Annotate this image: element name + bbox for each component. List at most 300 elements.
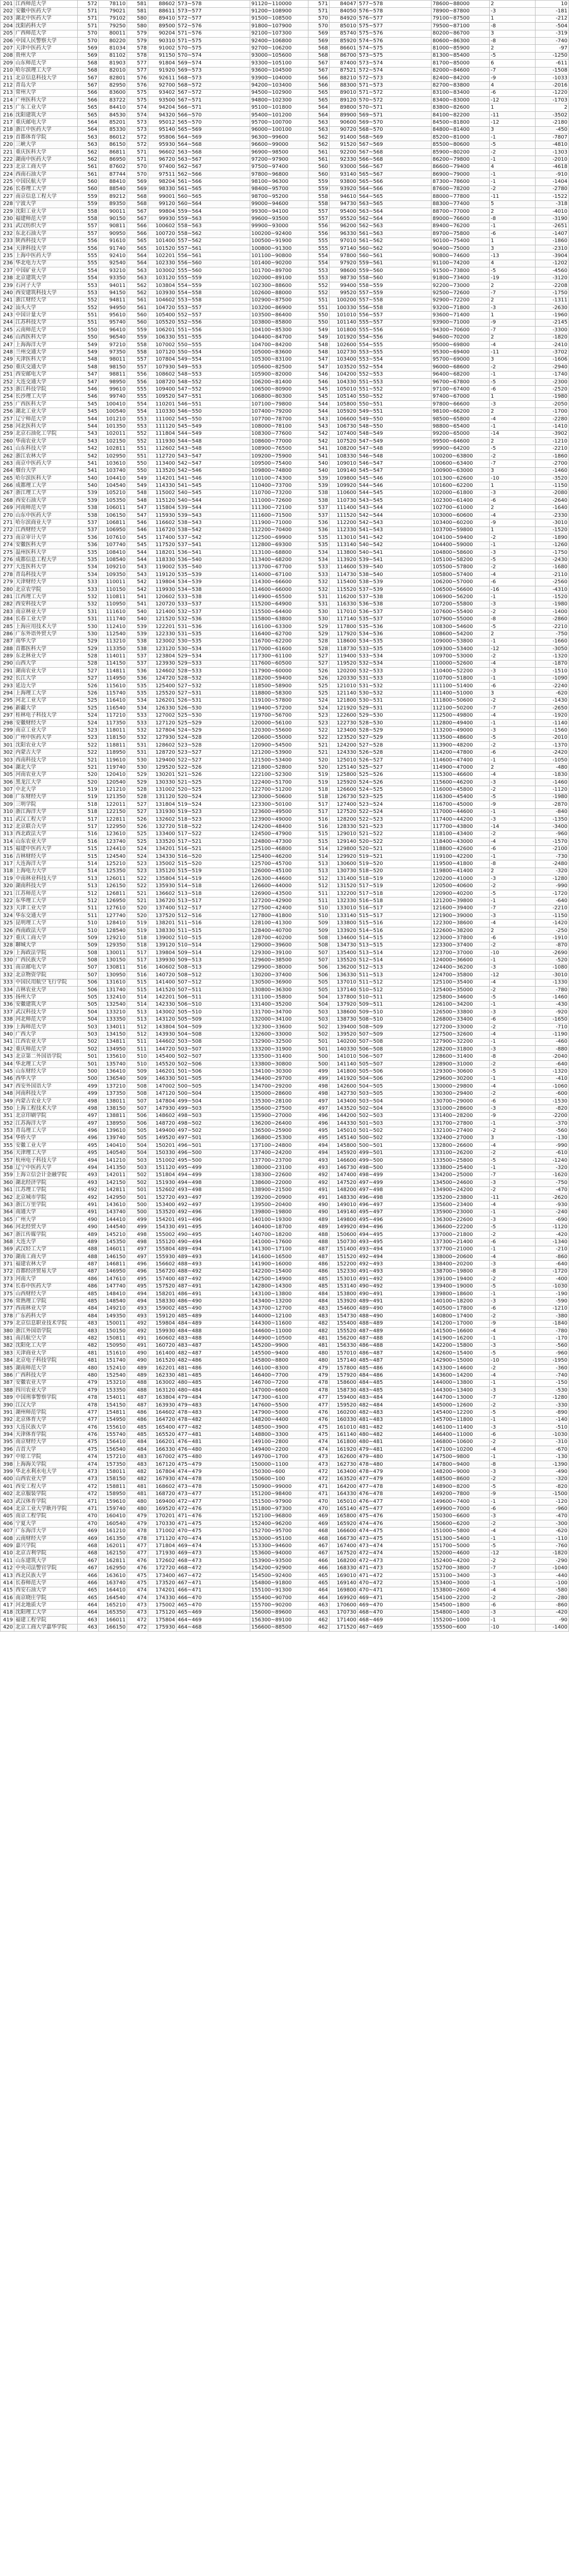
min-rank-2019: 145140 — [330, 1134, 358, 1142]
score-range-2019: 469~471 — [358, 1594, 432, 1601]
min-score-2021: 469 — [78, 1528, 99, 1535]
min-score-2019: 468 — [308, 1535, 330, 1542]
min-score-2020: 513 — [127, 1009, 148, 1016]
table-row — [1, 1490, 569, 1498]
min-score-2021: 560 — [78, 178, 99, 185]
rank-range: 129600~38500 — [250, 957, 308, 964]
row-index: 239 — [1, 282, 14, 289]
table-row — [1, 912, 569, 920]
min-rank-2020: 115804 — [148, 504, 177, 512]
min-score-2020: 563 — [127, 275, 148, 282]
school-name: 武汉科技大学 — [14, 1009, 78, 1016]
min-rank-2020: 106201 — [148, 327, 177, 334]
min-score-2019: 518 — [308, 786, 330, 793]
table-row — [1, 1083, 569, 1090]
rank-range-2019: 98500~65800 — [432, 415, 490, 422]
score-range: 493~498 — [177, 1187, 250, 1194]
score-range-2019: 572~573 — [358, 74, 432, 81]
score-range: 499~504 — [177, 1097, 250, 1105]
min-rank-2019: 147400 — [330, 1172, 358, 1179]
min-rank-2019: 137800 — [330, 994, 358, 1001]
table-row — [1, 290, 569, 297]
score-diff: 6 — [490, 60, 536, 67]
rank-range-2019: 104100~59400 — [432, 534, 490, 541]
score-range: 466~471 — [177, 1587, 250, 1594]
rank-diff: -320 — [536, 868, 569, 875]
min-rank-2020: 147120 — [148, 1090, 177, 1097]
min-score-2020: 545 — [127, 534, 148, 541]
min-rank-2021: 156410 — [99, 1438, 127, 1446]
row-index: 389 — [1, 1394, 14, 1401]
min-score-2020: 496 — [127, 1268, 148, 1275]
rank-range: 118500~58900 — [250, 682, 308, 689]
score-range-2019: 550~552 — [358, 393, 432, 400]
score-range-2019: 555~557 — [358, 319, 432, 326]
min-rank-2021: 149210 — [99, 1305, 127, 1312]
table-row — [1, 297, 569, 304]
min-rank-2021: 139610 — [99, 1127, 127, 1134]
rank-range-2019: 151700~5000 — [432, 1543, 490, 1550]
table-row — [1, 594, 569, 601]
row-index: 224 — [1, 171, 14, 178]
rank-range: 105300~83100 — [250, 356, 308, 363]
min-score-2019: 477 — [308, 1394, 330, 1401]
min-rank-2021: 102011 — [99, 430, 127, 437]
min-rank-2019: 157800 — [330, 1364, 358, 1371]
school-name: 武汉工程大学 — [14, 816, 78, 823]
min-score-2020: 527 — [127, 808, 148, 816]
min-rank-2021: 162950 — [99, 1565, 127, 1572]
min-rank-2019: 121140 — [330, 690, 358, 697]
min-score-2019: 483 — [308, 1305, 330, 1312]
rank-range-2019: 146400~11000 — [432, 1431, 490, 1438]
rank-range: 106800~80300 — [250, 393, 308, 400]
min-score-2020: 485 — [127, 1424, 148, 1431]
rank-range: 154800~91800 — [250, 1580, 308, 1587]
min-score-2021: 549 — [78, 341, 99, 348]
score-diff: -1 — [490, 638, 536, 645]
school-name: 常熟理工学院 — [14, 1298, 78, 1305]
score-range: 570~574 — [177, 52, 250, 59]
rank-range: 119100~57800 — [250, 697, 308, 704]
score-range: 545~550 — [177, 415, 250, 422]
min-rank-2020: 122330 — [148, 631, 177, 638]
rank-range-2019: 98100~66200 — [432, 408, 490, 415]
min-rank-2020: 160602 — [148, 1335, 177, 1342]
rank-range-2019: 113500~48600 — [432, 734, 490, 741]
rank-range: 123000~50600 — [250, 793, 308, 801]
min-rank-2020: 109520 — [148, 393, 177, 400]
min-rank-2020: 130201 — [148, 771, 177, 778]
table-row — [1, 1409, 569, 1416]
min-score-2019: 475 — [308, 1424, 330, 1431]
score-range: 488~492 — [177, 1268, 250, 1275]
school-name: 上海海洋大学 — [14, 341, 78, 348]
min-rank-2021: 135740 — [99, 1060, 127, 1067]
min-score-2019: 566 — [308, 74, 330, 81]
rank-diff: -990 — [536, 1142, 569, 1149]
school-name: 西安石油大学 — [14, 497, 78, 504]
min-rank-2019: 98730 — [330, 275, 358, 282]
min-rank-2021: 88410 — [99, 178, 127, 185]
rank-diff: -1980 — [536, 601, 569, 608]
min-rank-2021: 107740 — [99, 541, 127, 549]
min-rank-2020: 95806 — [148, 134, 177, 141]
rank-diff: -1920 — [536, 712, 569, 719]
min-score-2019: 569 — [308, 37, 330, 44]
min-score-2020: 538 — [127, 638, 148, 645]
score-range-2019: 477~478 — [358, 1483, 432, 1490]
min-score-2019: 549 — [308, 334, 330, 341]
min-score-2019: 484 — [308, 1298, 330, 1305]
school-name: 辽宁中医药大学 — [14, 1164, 78, 1172]
rank-range-2019: 154800~1400 — [432, 1609, 490, 1616]
min-score-2020: 526 — [127, 816, 148, 823]
row-index: 214 — [1, 97, 14, 104]
score-range-2019: 505~507 — [358, 1060, 432, 1067]
rank-diff: -670 — [536, 1446, 569, 1453]
min-score-2020: 473 — [127, 1602, 148, 1609]
min-score-2019: 466 — [308, 1565, 330, 1572]
score-range: 500~504 — [177, 1090, 250, 1097]
rank-range-2019: 135200~23800 — [432, 1194, 490, 1201]
score-diff: -2 — [490, 185, 536, 193]
score-diff: -6 — [490, 845, 536, 853]
rank-range: 98700~95200 — [250, 193, 308, 200]
min-score-2021: 568 — [78, 60, 99, 67]
score-range-2019: 574~576 — [358, 37, 432, 44]
rank-range-2019: 83400~83000 — [432, 97, 490, 104]
school-name: 上海中医药大学 — [14, 252, 78, 260]
score-range-2019: 507~508 — [358, 1038, 432, 1045]
score-range: 565~570 — [177, 119, 250, 126]
min-score-2020: 487 — [127, 1401, 148, 1409]
score-diff: 5 — [490, 200, 536, 208]
row-index: 392 — [1, 1416, 14, 1423]
rank-range: 132900~32500 — [250, 1038, 308, 1045]
min-rank-2020: 114201 — [148, 475, 177, 482]
min-rank-2019: 152330 — [330, 1268, 358, 1275]
score-range: 551~555 — [177, 334, 250, 341]
table-row — [1, 1387, 569, 1394]
rank-range-2019: 138000~20600 — [432, 1253, 490, 1261]
min-rank-2020: 159120 — [148, 1313, 177, 1320]
table-row — [1, 719, 569, 726]
min-rank-2021: 159610 — [99, 1498, 127, 1505]
min-score-2020: 490 — [127, 1350, 148, 1357]
rank-diff: -110 — [536, 1535, 569, 1542]
min-score-2020: 524 — [127, 845, 148, 853]
rank-range-2019: 140500~17800 — [432, 1305, 490, 1312]
min-score-2021: 521 — [78, 764, 99, 771]
score-diff: -1 — [490, 1209, 536, 1216]
min-score-2019: 509 — [308, 927, 330, 934]
score-range: 538~543 — [177, 519, 250, 527]
score-range: 564~569 — [177, 134, 250, 141]
rank-range-2019: 113200~49000 — [432, 727, 490, 734]
min-score-2021: 544 — [78, 423, 99, 430]
rank-range-2019: 108600~54200 — [432, 631, 490, 638]
min-rank-2020: 89410 — [148, 15, 177, 22]
score-range: 525~530 — [177, 712, 250, 719]
score-range-2019: 554~556 — [358, 334, 432, 341]
table-row — [1, 927, 569, 934]
min-rank-2021: 130950 — [99, 972, 127, 979]
rank-diff: -1620 — [536, 1172, 569, 1179]
min-score-2020: 558 — [127, 341, 148, 348]
min-score-2019: 564 — [308, 104, 330, 111]
school-name: 天津体育学院 — [14, 1431, 78, 1438]
rank-range-2019: 79500~87100 — [432, 23, 490, 30]
min-score-2019: 534 — [308, 549, 330, 556]
min-score-2019: 522 — [308, 727, 330, 734]
school-name: 北京第二外国语学院 — [14, 1053, 78, 1060]
score-diff: 4 — [490, 163, 536, 171]
score-range: 512~517 — [177, 905, 250, 912]
min-score-2019: 544 — [308, 408, 330, 415]
min-score-2020: 526 — [127, 823, 148, 831]
min-score-2021: 540 — [78, 482, 99, 489]
rank-range: 97200~97900 — [250, 156, 308, 163]
score-diff: -6 — [490, 497, 536, 504]
score-range: 528~532 — [177, 675, 250, 682]
rank-range-2019: 88300~77400 — [432, 200, 490, 208]
min-rank-2019: 138600 — [330, 1009, 358, 1016]
min-score-2019: 528 — [308, 645, 330, 652]
rank-diff: -960 — [536, 1350, 569, 1357]
min-rank-2021: 115610 — [99, 682, 127, 689]
min-rank-2021: 142150 — [99, 1179, 127, 1187]
score-range: 539~544 — [177, 504, 250, 512]
table-row — [1, 1313, 569, 1320]
rank-diff: -1210 — [536, 1305, 569, 1312]
score-range: 496~501 — [177, 1142, 250, 1149]
min-score-2019: 464 — [308, 1587, 330, 1594]
score-range: 465~470 — [177, 1602, 250, 1609]
rank-range-2019: 144700~13000 — [432, 1394, 490, 1401]
rank-range-2019: 145700~11800 — [432, 1416, 490, 1423]
score-diff: -3 — [490, 875, 536, 883]
score-range: 482~487 — [177, 1350, 250, 1357]
rank-diff: -1390 — [536, 1461, 569, 1468]
min-score-2019: 535 — [308, 534, 330, 541]
min-score-2021: 474 — [78, 1461, 99, 1468]
school-name: 吉首大学 — [14, 1446, 78, 1453]
min-rank-2019: 132200 — [330, 890, 358, 897]
rank-range: 150900~99000 — [250, 1483, 308, 1490]
min-score-2019: 499 — [308, 1068, 330, 1075]
school-name: 沈阳理工大学 — [14, 1609, 78, 1616]
row-index: 331 — [1, 964, 14, 971]
min-score-2021: 503 — [78, 1031, 99, 1038]
table-row — [1, 415, 569, 422]
score-diff: -4 — [490, 771, 536, 778]
table-row — [1, 1520, 569, 1528]
score-range-2019: 525~527 — [358, 764, 432, 771]
score-diff: -2 — [490, 608, 536, 616]
school-name: 兰州交通大学 — [14, 349, 78, 356]
min-score-2019: 562 — [308, 134, 330, 141]
min-score-2021: 500 — [78, 1068, 99, 1075]
score-range: 474~479 — [177, 1468, 250, 1476]
table-row — [1, 148, 569, 156]
score-range: 568~572 — [177, 82, 250, 89]
min-rank-2020: 159002 — [148, 1305, 177, 1312]
min-score-2021: 552 — [78, 304, 99, 312]
table-row — [1, 616, 569, 623]
rank-range: 153000~95100 — [250, 1535, 308, 1542]
rank-range-2019: 132400~27000 — [432, 1134, 490, 1142]
min-rank-2019: 163520 — [330, 1476, 358, 1483]
score-diff: -5 — [490, 623, 536, 630]
rank-diff: 10 — [536, 1, 569, 8]
min-rank-2019: 149140 — [330, 1209, 358, 1216]
min-rank-2020: 124720 — [148, 675, 177, 682]
min-rank-2019: 156200 — [330, 1335, 358, 1342]
table-row — [1, 215, 569, 223]
table-row — [1, 23, 569, 30]
school-name: 北京服装学院 — [14, 1490, 78, 1498]
min-score-2019: 473 — [308, 1453, 330, 1461]
rank-diff: -150 — [536, 1379, 569, 1386]
score-diff: -9 — [490, 519, 536, 527]
table-row — [1, 341, 569, 348]
min-rank-2020: 132602 — [148, 816, 177, 823]
min-rank-2021: 132540 — [99, 1001, 127, 1008]
row-index: 420 — [1, 1624, 14, 1631]
min-rank-2020: 143002 — [148, 1009, 177, 1016]
min-score-2019: 498 — [308, 1090, 330, 1097]
row-index: 342 — [1, 1046, 14, 1053]
rank-range-2019: 88700~77000 — [432, 208, 490, 215]
min-rank-2019: 117140 — [330, 616, 358, 623]
min-rank-2020: 149520 — [148, 1134, 177, 1142]
min-score-2019: 570 — [308, 15, 330, 22]
rank-range-2019: 153800~2600 — [432, 1587, 490, 1594]
school-name: 河北地质大学 — [14, 1602, 78, 1609]
min-score-2021: 542 — [78, 452, 99, 460]
row-index: 352 — [1, 1120, 14, 1127]
min-score-2021: 553 — [78, 282, 99, 289]
score-range-2019: 479~480 — [358, 1453, 432, 1461]
min-rank-2020: 126330 — [148, 705, 177, 712]
school-name: 昆明理工大学 — [14, 920, 78, 927]
row-index: 371 — [1, 1261, 14, 1268]
min-score-2021: 529 — [78, 645, 99, 652]
min-score-2019: 546 — [308, 371, 330, 378]
min-score-2019: 527 — [308, 660, 330, 667]
row-index: 393 — [1, 1424, 14, 1431]
min-score-2019: 490 — [308, 1209, 330, 1216]
min-score-2020: 504 — [127, 1142, 148, 1149]
table-row — [1, 734, 569, 741]
score-range: 475~479 — [177, 1461, 250, 1468]
min-score-2021: 571 — [78, 15, 99, 22]
min-score-2021: 498 — [78, 1097, 99, 1105]
table-row — [1, 1394, 569, 1401]
table-row — [1, 764, 569, 771]
school-name: 天津财经大学 — [14, 579, 78, 586]
min-rank-2019: 125920 — [330, 779, 358, 786]
score-diff: -9 — [490, 74, 536, 81]
table-row — [1, 1172, 569, 1179]
rank-range: 91800~107900 — [250, 23, 308, 30]
min-rank-2021: 114811 — [99, 668, 127, 675]
row-index: 330 — [1, 957, 14, 964]
min-rank-2019: 157140 — [330, 1357, 358, 1364]
table-row — [1, 430, 569, 437]
min-score-2019: 506 — [308, 964, 330, 971]
score-range-2019: 497~499 — [358, 1179, 432, 1187]
min-score-2019: 563 — [308, 119, 330, 126]
score-diff: -4 — [490, 1372, 536, 1379]
table-row — [1, 601, 569, 608]
min-score-2020: 516 — [127, 972, 148, 979]
score-range-2019: 568~569 — [358, 134, 432, 141]
score-range-2019: 504~506 — [358, 1075, 432, 1082]
score-range: 567~572 — [177, 89, 250, 96]
row-index: 355 — [1, 1142, 14, 1149]
min-rank-2019: 170730 — [330, 1609, 358, 1616]
table-row — [1, 1001, 569, 1008]
score-range-2019: 474~475 — [358, 1528, 432, 1535]
min-score-2021: 558 — [78, 208, 99, 215]
rank-range-2019: 79100~87500 — [432, 15, 490, 22]
min-rank-2020: 161400 — [148, 1350, 177, 1357]
row-index: 254 — [1, 393, 14, 400]
rank-diff: -3502 — [536, 111, 569, 118]
school-name: 湖南工商大学 — [14, 1253, 78, 1261]
score-range-2019: 509~511 — [358, 1001, 432, 1008]
rank-range: 108600~77000 — [250, 438, 308, 445]
min-rank-2019: 167400 — [330, 1543, 358, 1550]
min-rank-2019: 171400 — [330, 1617, 358, 1624]
row-index: 408 — [1, 1535, 14, 1542]
rank-range-2019: 96700~67800 — [432, 378, 490, 385]
rank-range-2019: 91800~73400 — [432, 275, 490, 282]
school-name: 江苏师范大学 — [14, 890, 78, 897]
min-score-2019: 486 — [308, 1268, 330, 1275]
table-row — [1, 1276, 569, 1283]
min-score-2019: 511 — [308, 897, 330, 905]
min-score-2019: 482 — [308, 1320, 330, 1327]
score-diff: -3 — [490, 1468, 536, 1476]
min-score-2019: 511 — [308, 890, 330, 897]
min-rank-2020: 129400 — [148, 756, 177, 764]
rank-diff: -212 — [536, 15, 569, 22]
min-rank-2021: 134950 — [99, 1046, 127, 1053]
rank-range: 124800~47300 — [250, 838, 308, 845]
rank-range: 138300~22600 — [250, 1172, 308, 1179]
min-rank-2021: 104410 — [99, 475, 127, 482]
rank-range-2019: 82000~84600 — [432, 67, 490, 74]
rank-range: 116400~62700 — [250, 631, 308, 638]
min-score-2021: 521 — [78, 756, 99, 764]
row-index: 256 — [1, 408, 14, 415]
rank-diff: -2630 — [536, 304, 569, 312]
school-name: 北京吉利学院 — [14, 1550, 78, 1557]
min-rank-2019: 88300 — [330, 82, 358, 89]
score-range-2019: 510~512 — [358, 986, 432, 993]
rank-diff: -620 — [536, 690, 569, 697]
min-score-2019: 550 — [308, 319, 330, 326]
min-score-2020: 489 — [127, 1364, 148, 1371]
min-score-2021: 562 — [78, 148, 99, 156]
min-rank-2019: 115400 — [330, 579, 358, 586]
rank-range-2019: 117700~43800 — [432, 823, 490, 831]
score-range-2019: 498~500 — [358, 1164, 432, 1172]
min-rank-2021: 141350 — [99, 1164, 127, 1172]
